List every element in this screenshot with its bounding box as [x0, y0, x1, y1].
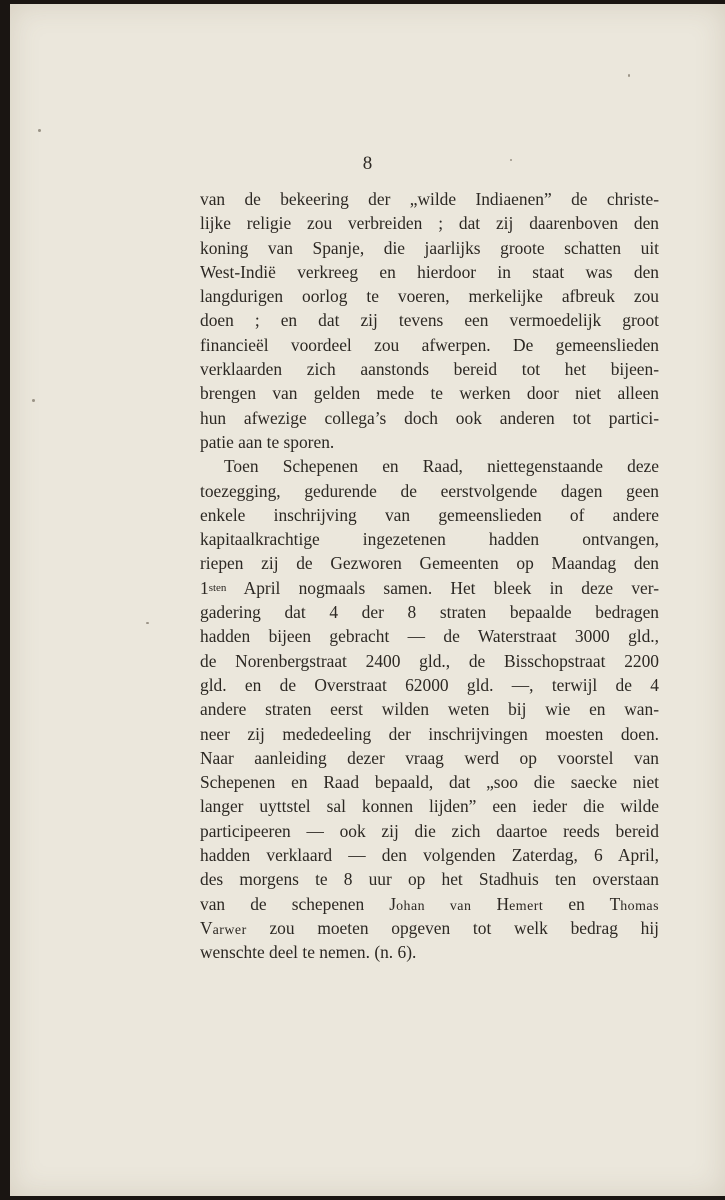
- text-line: West-Indië verkreeg en hierdoor in staat was den: [200, 261, 659, 282]
- text-line: kapitaalkrachtige ingezetenen hadden ontvangen,: [200, 529, 659, 550]
- text-line: brengen van gelden mede te werken door niet alleen: [200, 383, 659, 404]
- text-line: van de bekeering der „wilde Indiaenen” de christe-: [200, 189, 659, 209]
- text-line: verklaarden zich aanstonds bereid tot het bijeen-: [200, 359, 659, 380]
- text-line: des morgens te 8 uur op het Stadhuis ten overstaan: [200, 869, 659, 890]
- text-line: andere straten eerst wilden weten bij wie en wan-: [200, 699, 659, 720]
- text-line: patie aan te sporen.: [200, 431, 335, 452]
- initial: H: [496, 893, 510, 914]
- text-line: [200, 916, 659, 940]
- text-line: enkele inschrijving van gemeenslieden of andere: [200, 504, 659, 525]
- book-page: [10, 4, 725, 1196]
- ordinal-number: 1: [200, 577, 209, 598]
- text-line: [200, 576, 659, 600]
- person-name: [610, 894, 659, 914]
- text-line: doen ; en dat zij tevens een vermoedelijk groot: [200, 310, 659, 331]
- body-text: [200, 187, 659, 965]
- ordinal-suffix: sten: [208, 581, 227, 594]
- text-line: gadering dat 4 der 8 straten bepaalde bedragen: [200, 602, 659, 623]
- text-fragment: van de schepenen: [200, 893, 390, 914]
- text-line: neer zij mededeeling der inschrijvingen moesten doen.: [200, 723, 659, 744]
- text-line: lijke religie zou verbreiden ; dat zij daarenboven den: [200, 213, 659, 234]
- person-name: [200, 918, 247, 938]
- text-fragment: April nogmaals samen. Het bleek in deze ver-: [226, 577, 659, 598]
- text-line: hadden verklaard — den volgenden Zaterdag, 6 April,: [200, 845, 659, 866]
- text-fragment: en: [543, 893, 610, 914]
- text-line: langer uyttstel sal konnen lijden” een ieder die wilde: [200, 796, 659, 817]
- text-line: gld. en de Overstraat 62000 gld. —, terwijl de 4: [200, 674, 659, 695]
- text-line: koning van Spanje, die jaarlijks groote schatten uit: [200, 237, 659, 258]
- text-fragment: zou moeten opgeven tot welk bedrag hij: [246, 917, 659, 938]
- text-line: Naar aanleiding dezer vraag werd op voorstel van: [200, 747, 659, 768]
- text-line: Toen Schepenen en Raad, niettegenstaande deze: [224, 456, 659, 477]
- paper-speck: [628, 74, 630, 77]
- text-line: participeeren — ook zij die zich daartoe reeds bereid: [200, 820, 659, 841]
- text-line: financieël voordeel zou afwerpen. De gemeenslieden: [200, 334, 659, 355]
- small-caps: arwer: [212, 922, 247, 938]
- text-line: de Norenbergstraat 2400 gld., de Bisschopstraat 2200: [200, 650, 659, 671]
- text-line: hun afwezige collega’s doch ook anderen tot partici-: [200, 407, 659, 428]
- text-line: hadden bijeen gebracht — de Waterstraat 3000 gld.,: [200, 626, 659, 647]
- small-caps: ohan van: [396, 898, 472, 914]
- text-line: riepen zij de Gezworen Gemeenten op Maandag den: [200, 553, 659, 574]
- initial: J: [389, 893, 397, 914]
- text-line: toezegging, gedurende de eerstvolgende dagen geen: [200, 480, 659, 501]
- paper-speck: [38, 129, 41, 132]
- small-caps: homas: [620, 898, 659, 914]
- initial: T: [609, 893, 621, 914]
- text-line: langdurigen oorlog te voeren, merkelijke afbreuk zou: [200, 286, 659, 307]
- person-name: [389, 894, 543, 914]
- text-line: wenschte deel te nemen. (n. 6).: [200, 942, 417, 963]
- small-caps: emert: [509, 898, 544, 914]
- initial: V: [200, 917, 213, 938]
- paper-speck: [146, 622, 149, 624]
- paper-speck: [32, 399, 35, 402]
- text-line: Schepenen en Raad bepaald, dat „soo die saecke niet: [200, 772, 659, 793]
- page-number: 8: [362, 153, 373, 174]
- text-line: [200, 892, 659, 916]
